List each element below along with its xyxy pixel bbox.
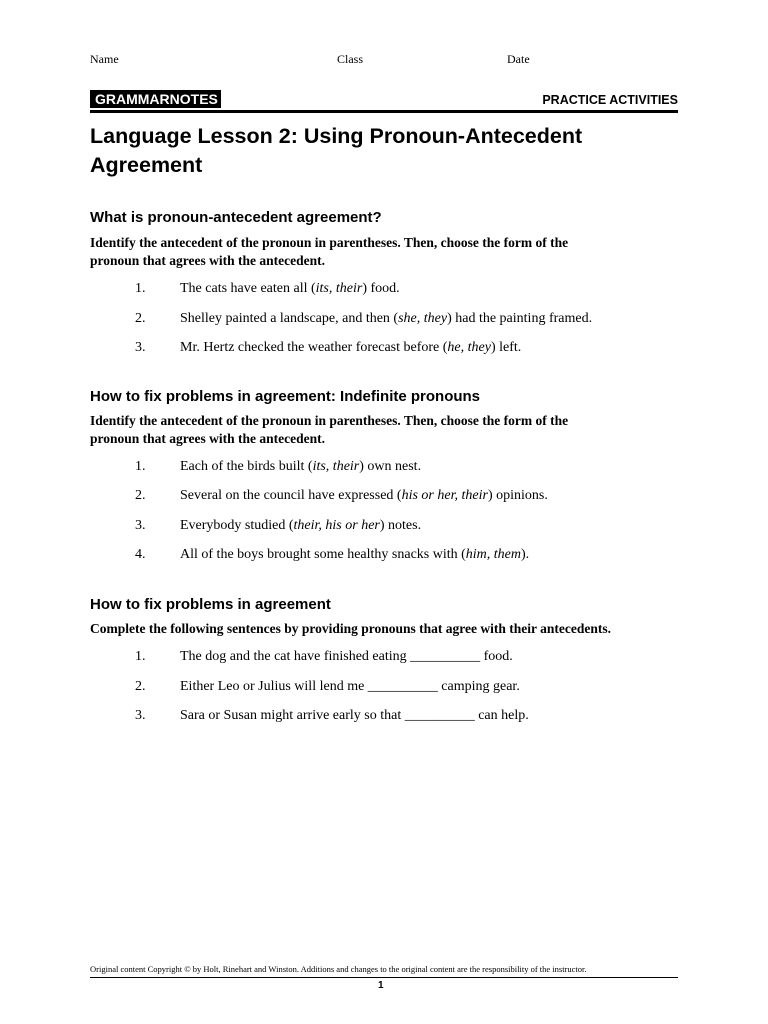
sentence-item: Shelley painted a landscape, and then (she, they) had the painting framed. (180, 311, 593, 326)
item-number: 2. (135, 679, 146, 694)
instruction-line: Identify the antecedent of the pronoun in parentheses. Then, choose the form of the (90, 413, 569, 428)
instruction-line: Complete the following sentences by providing pronouns that agree with their antecedents. (90, 621, 612, 636)
item-number: 1. (135, 649, 146, 664)
item-number: 3. (135, 340, 146, 355)
sentence-item: Sara or Susan might arrive early so that __________ can help. (180, 708, 529, 723)
title-line-1: Language Lesson 2: Using Pronoun-Antecedent (90, 124, 583, 148)
sentence-item: Either Leo or Julius will lend me __________ camping gear. (180, 679, 520, 694)
item-number: 1. (135, 459, 146, 474)
item-number: 1. (135, 281, 146, 296)
page-number: 1 (378, 980, 384, 991)
item-number: 2. (135, 488, 146, 503)
practice-activities-label: PRACTICE ACTIVITIES (542, 93, 678, 107)
grammarnotes-badge: GRAMMARNOTES (90, 90, 221, 108)
title-line-2: Agreement (90, 153, 203, 177)
footer-divider (90, 977, 678, 978)
item-number: 3. (135, 708, 146, 723)
sentence-item: The dog and the cat have finished eating __________ food. (180, 649, 513, 664)
item-number: 2. (135, 311, 146, 326)
name-label: Name (90, 52, 119, 66)
page-title (90, 122, 690, 180)
section-2-instruction (90, 412, 650, 448)
section-3-heading: How to fix problems in agreement (90, 596, 331, 613)
header-band (90, 88, 678, 113)
sentence-item: Each of the birds built (its, their) own nest. (180, 459, 422, 474)
section-3-instruction (90, 620, 690, 638)
sentence-item: Mr. Hertz checked the weather forecast before (he, they) left. (180, 340, 522, 355)
sentence-item: All of the boys brought some healthy snacks with (him, them). (180, 547, 530, 562)
copyright-notice: Original content Copyright © by Holt, Rinehart and Winston. Additions and changes to the original content are the responsibility of the instructor. (90, 964, 587, 974)
instruction-line: Identify the antecedent of the pronoun in parentheses. Then, choose the form of the (90, 235, 569, 250)
instruction-line: pronoun that agrees with the antecedent. (90, 431, 325, 446)
instruction-line: pronoun that agrees with the antecedent. (90, 253, 325, 268)
class-label: Class (337, 52, 364, 66)
sentence-item: Everybody studied (their, his or her) notes. (180, 518, 422, 533)
item-number: 4. (135, 547, 146, 562)
date-label: Date (507, 52, 530, 66)
section-1-instruction (90, 234, 650, 270)
section-2-heading: How to fix problems in agreement: Indefinite pronouns (90, 388, 481, 405)
sentence-item: The cats have eaten all (its, their) food. (180, 281, 400, 296)
section-1-heading: What is pronoun-antecedent agreement? (90, 209, 382, 226)
item-number: 3. (135, 518, 146, 533)
sentence-item: Several on the council have expressed (his or her, their) opinions. (180, 488, 548, 503)
